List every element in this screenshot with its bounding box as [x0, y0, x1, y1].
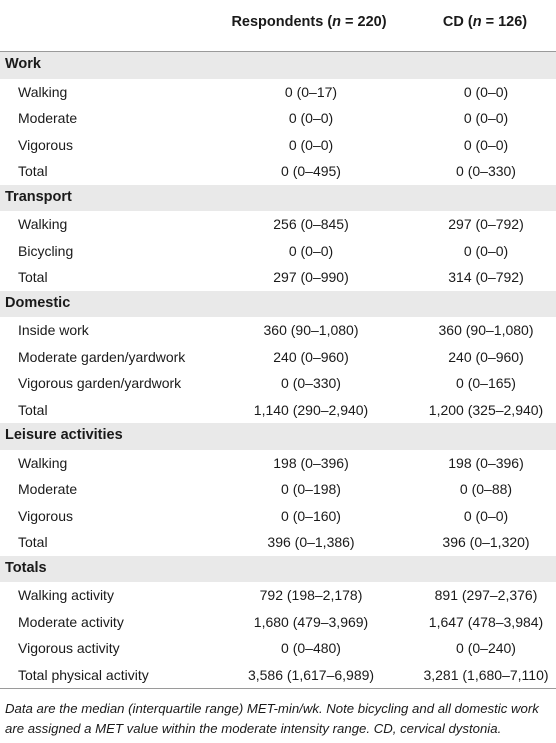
row-label: Walking activity — [18, 587, 114, 603]
section-title: Domestic — [5, 294, 71, 311]
row-label: Vigorous — [18, 507, 74, 524]
table-row — [0, 264, 556, 291]
table-row — [0, 105, 556, 132]
section-row — [0, 52, 556, 79]
table-row — [0, 344, 556, 371]
cd-value: 0 (0–0) — [463, 136, 509, 153]
cd-value: 0 (0–88) — [459, 481, 513, 497]
table-row — [0, 503, 556, 530]
cd-value: 0 (0–330) — [456, 163, 516, 179]
cd-value: 0 (0–0) — [463, 110, 509, 126]
cd-value: 1,200 (325–2,940) — [428, 401, 544, 418]
respondents-value: 396 (0–1,386) — [267, 534, 355, 550]
respondents-value: 198 (0–396) — [273, 454, 349, 471]
row-label: Total physical activity — [18, 666, 149, 683]
cd-value: 3,281 (1,680–7,110) — [423, 666, 549, 683]
section-title: Leisure activities — [5, 427, 123, 443]
table-row — [0, 79, 556, 106]
cd-value: 1,647 (478–3,984) — [428, 613, 544, 630]
respondents-value: 297 (0–990) — [273, 269, 349, 285]
respondents-value: 1,140 (290–2,940) — [253, 401, 369, 418]
respondents-value: 0 (0–17) — [284, 83, 338, 100]
table-row — [0, 609, 556, 636]
column-header-respondents: Respondents (n = 220) — [231, 14, 387, 30]
section-row — [0, 185, 556, 212]
table-body — [0, 52, 556, 688]
respondents-value: 240 (0–960) — [273, 348, 349, 365]
respondents-value: 0 (0–480) — [281, 640, 341, 656]
cd-value: 0 (0–240) — [456, 640, 516, 656]
row-label: Moderate — [18, 481, 78, 497]
table-row — [0, 317, 556, 344]
row-label: Total — [18, 534, 48, 550]
respondents-value: 0 (0–0) — [288, 242, 334, 259]
section-title: Totals — [5, 559, 47, 576]
row-label: Vigorous garden/yardwork — [18, 375, 182, 391]
table-row — [0, 662, 556, 689]
table-bottom-rule — [0, 688, 556, 689]
section-row — [0, 556, 556, 583]
respondents-value: 0 (0–0) — [288, 110, 334, 126]
row-label: Total — [18, 401, 48, 418]
row-label: Total — [18, 163, 48, 179]
table-row — [0, 529, 556, 556]
table-header-row — [0, 0, 556, 52]
section-title: Work — [5, 56, 41, 72]
table-row — [0, 238, 556, 265]
row-label: Vigorous — [18, 136, 74, 153]
cd-value: 891 (297–2,376) — [434, 587, 538, 603]
table-footnote: Data are the median (interquartile range) MET-min/wk. Note bicycling and all domestic work are assigned a MET value within the moderate intensity range. CD, cervical dystonia. — [5, 701, 539, 736]
respondents-value: 256 (0–845) — [273, 216, 349, 232]
table-row — [0, 397, 556, 424]
cd-value: 0 (0–165) — [456, 375, 516, 391]
table-row — [0, 582, 556, 609]
section-title: Transport — [5, 188, 72, 205]
row-label: Total — [18, 269, 48, 285]
respondents-value: 0 (0–0) — [288, 136, 334, 153]
cd-value: 198 (0–396) — [448, 454, 524, 471]
table-row — [0, 370, 556, 397]
cd-value: 360 (90–1,080) — [438, 322, 534, 338]
column-header-cd: CD (n = 126) — [442, 14, 528, 30]
table-row — [0, 211, 556, 238]
table-row — [0, 476, 556, 503]
cd-value: 0 (0–0) — [463, 507, 509, 524]
cd-value: 314 (0–792) — [448, 269, 524, 285]
row-label: Inside work — [18, 322, 89, 338]
table-row — [0, 132, 556, 159]
cd-value: 396 (0–1,320) — [442, 534, 530, 550]
respondents-value: 0 (0–495) — [281, 163, 341, 179]
respondents-value: 360 (90–1,080) — [263, 322, 359, 338]
row-label: Walking — [18, 83, 68, 100]
respondents-value: 0 (0–198) — [281, 481, 341, 497]
respondents-value: 0 (0–330) — [281, 375, 341, 391]
cd-value: 297 (0–792) — [448, 216, 524, 232]
row-label: Bicycling — [18, 242, 74, 259]
table-row — [0, 158, 556, 185]
row-label: Moderate — [18, 110, 78, 126]
row-label: Vigorous activity — [18, 640, 120, 656]
section-row — [0, 291, 556, 318]
respondents-value: 792 (198–2,178) — [259, 587, 363, 603]
cd-value: 240 (0–960) — [448, 348, 524, 365]
table-row — [0, 450, 556, 477]
row-label: Moderate activity — [18, 613, 124, 630]
respondents-value: 3,586 (1,617–6,989) — [247, 666, 375, 683]
respondents-value: 1,680 (479–3,969) — [253, 613, 369, 630]
respondents-value: 0 (0–160) — [281, 507, 341, 524]
section-row — [0, 423, 556, 450]
row-label: Walking — [18, 216, 68, 232]
cd-value: 0 (0–0) — [463, 83, 509, 100]
cd-value: 0 (0–0) — [463, 242, 509, 259]
row-label: Moderate garden/yardwork — [18, 348, 186, 365]
row-label: Walking — [18, 454, 68, 471]
table-row — [0, 635, 556, 662]
